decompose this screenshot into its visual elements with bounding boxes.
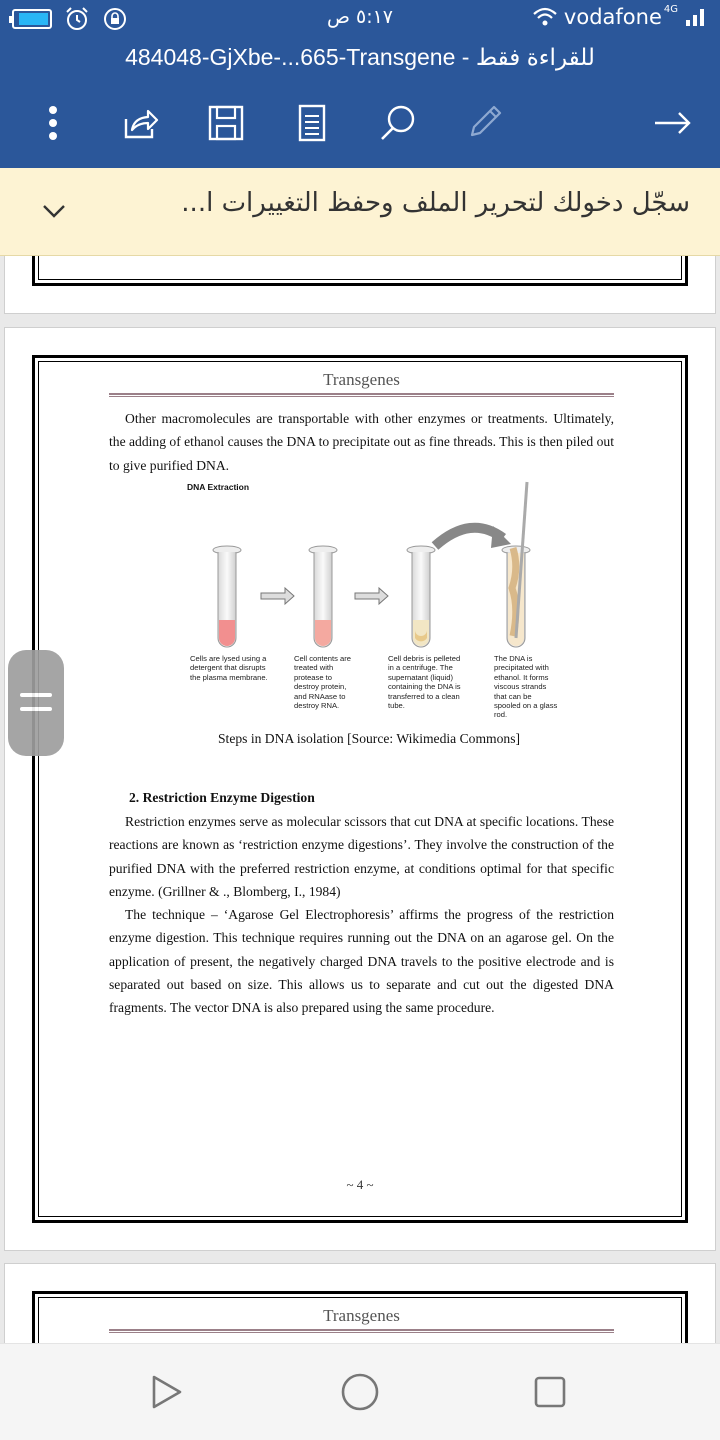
forward-arrow-icon xyxy=(653,103,693,143)
header-rule xyxy=(109,1329,614,1333)
wifi-icon xyxy=(532,6,558,28)
recents-icon[interactable] xyxy=(530,1372,570,1412)
page-number: ~ 4 ~ xyxy=(346,1177,374,1192)
back-icon[interactable] xyxy=(146,1372,186,1412)
signal-icon xyxy=(684,6,708,28)
scroll-handle[interactable] xyxy=(8,650,64,756)
toolbar xyxy=(0,96,720,150)
edit-button[interactable] xyxy=(457,96,511,150)
dna-extraction-figure xyxy=(181,478,561,723)
carrier-name: vodafone xyxy=(563,5,662,29)
section-heading: 2. Restriction Enzyme Digestion xyxy=(129,790,315,805)
figure-step-label: Cells are lysed using a detergent that disrupts the plasma membrane. xyxy=(190,654,268,682)
section-paragraph: Restriction enzymes serve as molecular scissors that cut DNA at specific locations. These reactions are known as ‘restriction enzyme digestions’. They involve the construction of the purified DNA with the preferred restriction enzyme, at conditions optimal for that specific enzyme. (Grillner & ., Blomberg, I., 1984) xyxy=(109,814,614,899)
figure-step-label: Cell contents are treated with protease to destroy protein, and RNAase to destroy RNA. xyxy=(294,654,351,711)
more-button[interactable] xyxy=(26,96,80,150)
chevron-down-icon[interactable] xyxy=(36,194,72,230)
arrow-icon xyxy=(355,588,388,604)
figure-step-label: Cell debris is pelleted in a centrifuge. The supernatant (liquid) containing the DNA is transferred to a clean tube. xyxy=(388,654,461,711)
figure-illustration xyxy=(181,478,561,653)
test-tube-1 xyxy=(213,546,241,647)
running-head: Transgenes xyxy=(323,370,400,389)
figure-step-label: The DNA is precipitated with ethanol. It forms viscous strands that can be spooled on a glass rod. xyxy=(494,654,558,720)
document-title: 484048-GjXbe-...665-Transgene - للقراءة فقط xyxy=(125,44,595,70)
save-icon xyxy=(206,103,246,143)
next-page xyxy=(4,1263,716,1343)
reading-view-icon xyxy=(292,103,332,143)
document-page xyxy=(4,327,716,1251)
running-head: Transgenes xyxy=(323,1306,400,1325)
header-rule xyxy=(109,393,614,397)
sign-in-banner[interactable] xyxy=(0,168,720,256)
share-button[interactable] xyxy=(113,96,167,150)
document-viewport[interactable] xyxy=(0,256,720,1343)
page-border xyxy=(32,256,688,286)
clock: ٥:١٧ ص xyxy=(326,6,394,28)
network-type: 4G xyxy=(663,3,678,15)
arrow-icon xyxy=(261,588,294,604)
previous-page xyxy=(4,256,716,314)
edit-icon xyxy=(464,103,504,143)
forward-button[interactable] xyxy=(646,96,700,150)
app-header xyxy=(0,36,720,168)
reading-view-button[interactable] xyxy=(285,96,339,150)
save-button[interactable] xyxy=(199,96,253,150)
share-icon xyxy=(120,103,160,143)
status-bar xyxy=(0,0,720,36)
more-icon xyxy=(33,103,73,143)
navigation-bar xyxy=(0,1343,720,1440)
banner-message: سجّل دخولك لتحرير الملف وحفظ التغييرات ا... xyxy=(181,188,690,218)
figure-caption: Steps in DNA isolation [Source: Wikimedia Commons] xyxy=(217,731,521,746)
test-tube-2 xyxy=(309,546,337,647)
test-tube-4 xyxy=(502,482,530,647)
search-icon xyxy=(378,103,418,143)
intro-paragraph: Other macromolecules are transportable with other enzymes or treatments. Ultimately, the adding of ethanol causes the DNA to precipitate out as fine threads. This is then piled out to give purified DNA. xyxy=(109,411,614,473)
search-button[interactable] xyxy=(371,96,425,150)
figure-title: DNA Extraction xyxy=(187,482,250,492)
home-icon[interactable] xyxy=(340,1372,380,1412)
section-paragraph: The technique – ‘Agarose Gel Electrophoresis’ affirms the progress of the restriction enzyme digestion. This technique requires running out the DNA on an agarose gel. On the application of present, the negatively charged DNA travels to the positive electrode and is separated out based on size. This allows us to separate and cut out the digested DNA fragments. The vector DNA is also prepared using the same procedure. xyxy=(109,907,614,1016)
test-tube-3 xyxy=(407,546,435,647)
